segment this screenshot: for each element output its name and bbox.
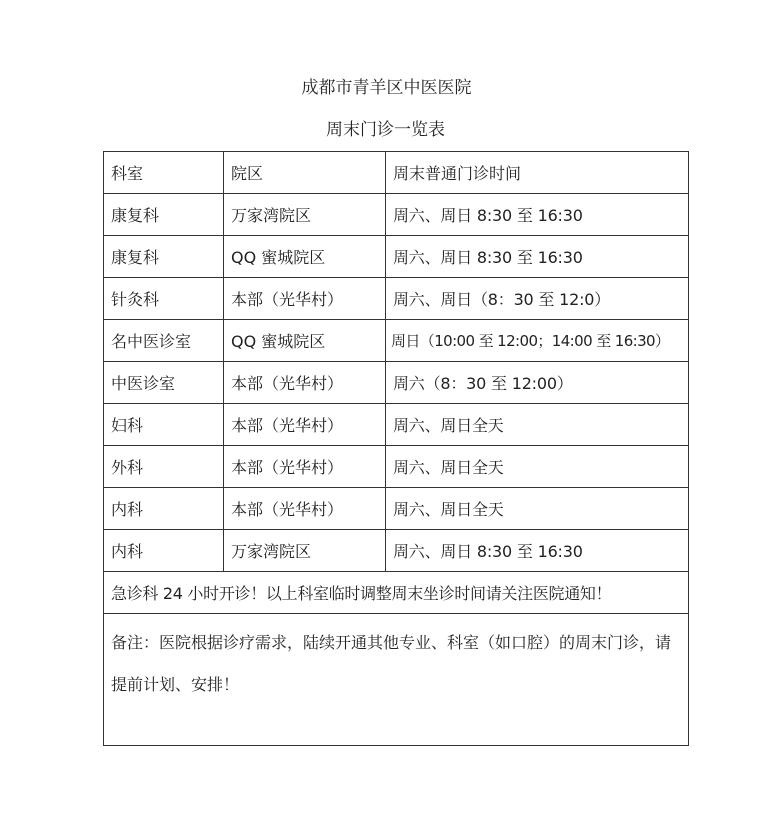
cell-hours: 周六、周日 8:30 至 16:30 (386, 236, 689, 278)
cell-campus: QQ 蜜城院区 (224, 236, 386, 278)
table-row (104, 278, 689, 320)
cell-department: 针灸科 (104, 278, 224, 320)
table-row (104, 362, 689, 404)
table-header-row (104, 152, 689, 194)
table-row (104, 236, 689, 278)
table-row (104, 446, 689, 488)
cell-campus: 本部（光华村） (224, 362, 386, 404)
table-row (104, 404, 689, 446)
cell-campus: 本部（光华村） (224, 488, 386, 530)
cell-campus: 本部（光华村） (224, 446, 386, 488)
header-department: 科室 (104, 152, 224, 194)
cell-department: 妇科 (104, 404, 224, 446)
remark-text: 备注：医院根据诊疗需求，陆续开通其他专业、科室（如口腔）的周末门诊，请提前计划、安排！ (104, 614, 689, 746)
cell-hours: 周六、周日 8:30 至 16:30 (386, 194, 689, 236)
cell-department: 中医诊室 (104, 362, 224, 404)
table-row (104, 194, 689, 236)
cell-hours: 周六、周日全天 (386, 446, 689, 488)
cell-department: 内科 (104, 488, 224, 530)
header-campus: 院区 (224, 152, 386, 194)
cell-department: 康复科 (104, 236, 224, 278)
cell-hours: 周日（10:00 至 12:00；14:00 至 16:30） (386, 320, 689, 362)
remark-row (104, 614, 689, 746)
table-row (104, 320, 689, 362)
cell-campus: 万家湾院区 (224, 194, 386, 236)
cell-hours: 周六（8：30 至 12:00） (386, 362, 689, 404)
cell-campus: 万家湾院区 (224, 530, 386, 572)
cell-department: 康复科 (104, 194, 224, 236)
cell-hours: 周六、周日全天 (386, 404, 689, 446)
cell-campus: QQ 蜜城院区 (224, 320, 386, 362)
notice-row (104, 572, 689, 614)
cell-hours: 周六、周日 8:30 至 16:30 (386, 530, 689, 572)
cell-department: 内科 (104, 530, 224, 572)
hospital-name-title: 成都市青羊区中医医院 (301, 78, 472, 98)
emergency-notice: 急诊科 24 小时开诊！以上科室临时调整周末坐诊时间请关注医院通知！ (104, 572, 689, 614)
table-row (104, 488, 689, 530)
cell-department: 名中医诊室 (104, 320, 224, 362)
weekend-clinic-table (103, 151, 689, 746)
header-hours: 周末普通门诊时间 (386, 152, 689, 194)
cell-campus: 本部（光华村） (224, 278, 386, 320)
cell-campus: 本部（光华村） (224, 404, 386, 446)
table-row (104, 530, 689, 572)
cell-hours: 周六、周日全天 (386, 488, 689, 530)
schedule-table-title: 周末门诊一览表 (326, 120, 445, 140)
cell-hours: 周六、周日（8：30 至 12:0） (386, 278, 689, 320)
cell-department: 外科 (104, 446, 224, 488)
